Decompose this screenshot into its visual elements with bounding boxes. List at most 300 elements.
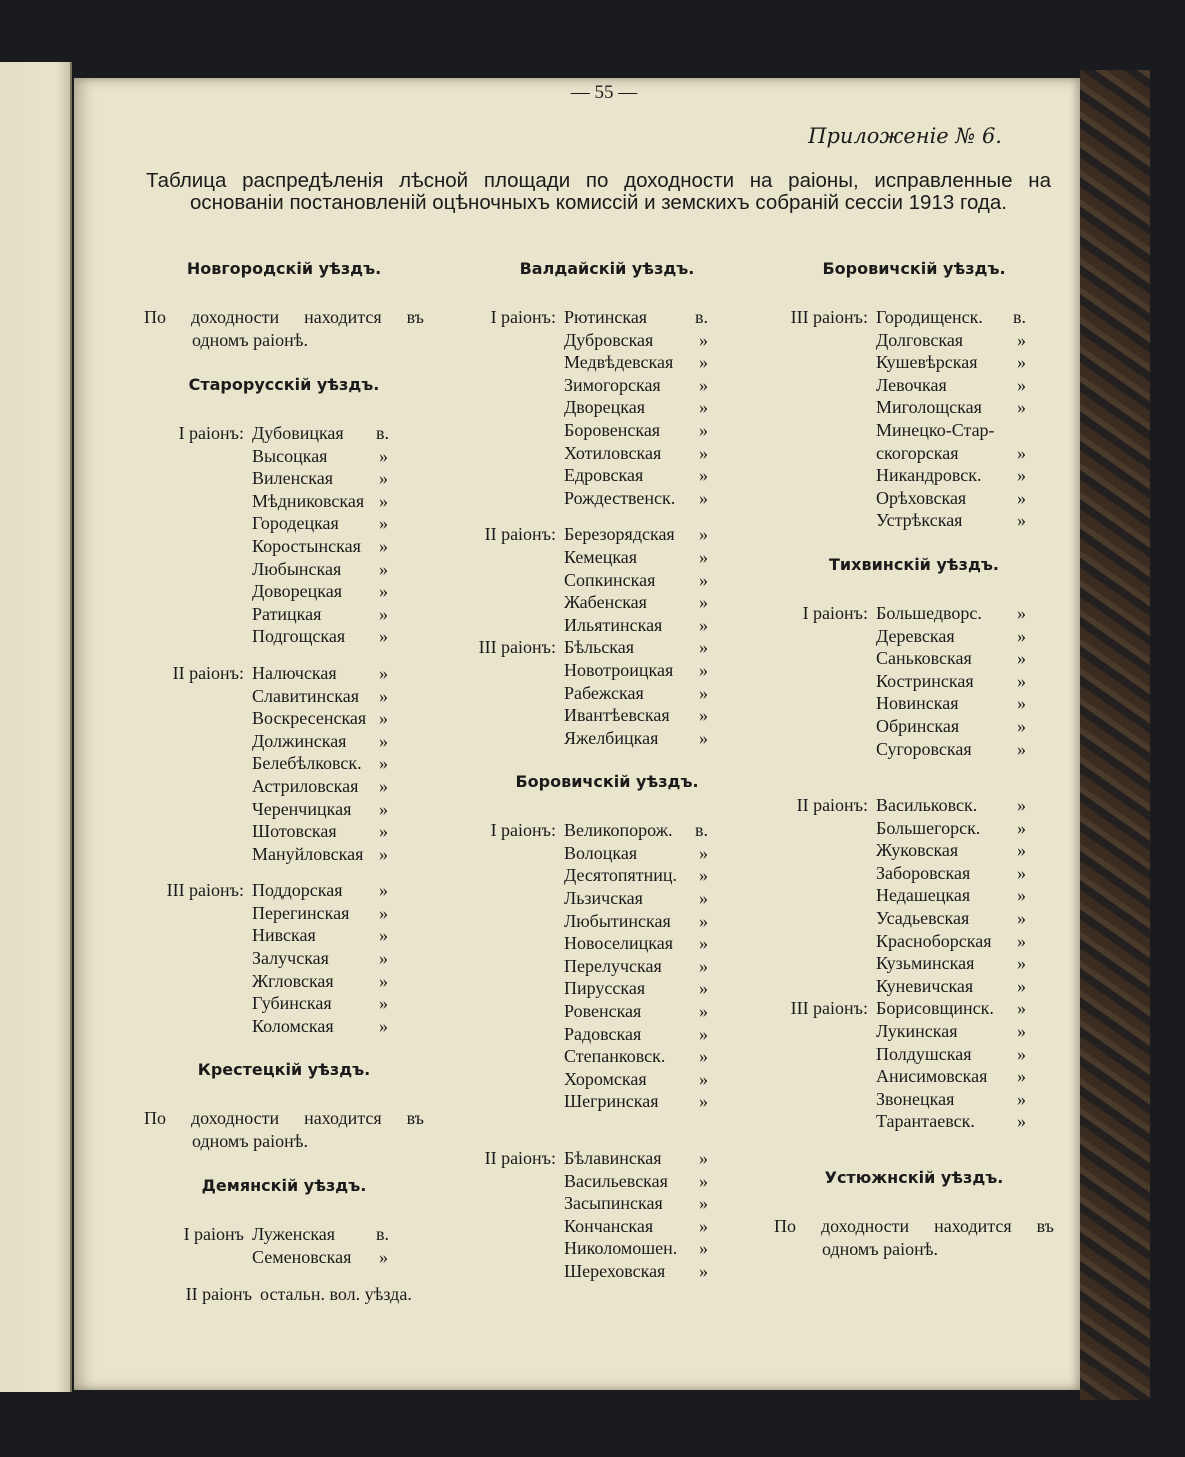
district-row [774, 817, 1054, 840]
volost-name: Долговская [876, 329, 964, 350]
raion-label [774, 817, 876, 840]
volost-name: Большегорск. [876, 817, 981, 838]
district-row [462, 464, 752, 487]
raion-label [462, 682, 564, 705]
raion-label [462, 1023, 564, 1046]
volost-name: остальн. вол. уѣзда. [260, 1283, 412, 1304]
ditto-mark: » [1017, 510, 1026, 531]
ditto-mark: » [1017, 885, 1026, 906]
note-word: въ [1036, 1216, 1054, 1236]
raion-label [144, 625, 252, 648]
district-row [462, 419, 752, 442]
volost-name: Засыпинская [564, 1193, 663, 1214]
ditto-mark: » [699, 329, 708, 350]
raion-label [462, 1090, 564, 1113]
raion-label [144, 467, 252, 490]
ditto-mark: » [699, 1215, 708, 1236]
volost-name: Городецкая [252, 513, 339, 534]
ditto-mark: » [1017, 840, 1026, 861]
column-2 [462, 258, 752, 1283]
raion-label [774, 670, 876, 693]
note-word: доходности [190, 307, 280, 327]
district-row [144, 798, 424, 821]
district-row [774, 306, 1054, 329]
raion-label [144, 490, 252, 513]
raion-label [462, 864, 564, 887]
ditto-mark: » [379, 970, 388, 991]
raion-label [774, 975, 876, 998]
raion-label [462, 329, 564, 352]
district-row [462, 614, 752, 637]
ditto-mark: » [1017, 397, 1026, 418]
ditto-mark: » [699, 865, 708, 886]
note-word: въ [406, 307, 424, 327]
raion-label: III раіонъ: [166, 880, 244, 901]
volost-name: Подгощская [252, 626, 346, 647]
district-row [462, 659, 752, 682]
ditto-mark: » [1017, 442, 1026, 463]
volost-name: Высоцкая [252, 445, 328, 466]
volost-name: Сопкинская [564, 569, 656, 590]
district-row [462, 1237, 752, 1260]
ditto-mark: » [1017, 715, 1026, 736]
ditto-mark: » [379, 948, 388, 969]
district-list [462, 1147, 752, 1283]
ditto-mark: » [379, 775, 388, 796]
volost-name: Перелучская [564, 955, 662, 976]
district-row [144, 1246, 424, 1269]
district-row [774, 351, 1054, 374]
raion-label [462, 910, 564, 933]
district-row [144, 992, 424, 1015]
volost-name: Орѣховская [876, 487, 967, 508]
volost-name: Волоцкая [564, 842, 638, 863]
volost-name: Дворецкая [564, 397, 646, 418]
volost-name: Ровенская [564, 1001, 642, 1022]
raion-label [144, 603, 252, 626]
raion-label: II раіонъ: [796, 795, 868, 816]
note-paragraph [144, 306, 424, 352]
district-row [774, 670, 1054, 693]
district-row [144, 924, 424, 947]
volost-name: Рождественск. [564, 487, 676, 508]
raion-label: I раіонъ: [802, 602, 868, 623]
volost-name: Усадьевская [876, 908, 970, 929]
volost-name: Поддорская [252, 880, 343, 901]
raion-label [144, 992, 252, 1015]
district-row [144, 730, 424, 753]
raion-label [144, 843, 252, 866]
raion-label: III раіонъ: [790, 998, 868, 1019]
ditto-mark: в. [695, 820, 708, 841]
district-row [144, 490, 424, 513]
raion-label [144, 1246, 252, 1269]
raion-label [774, 442, 876, 465]
volost-name: Должинская [252, 730, 347, 751]
ditto-mark: » [379, 1247, 388, 1268]
raion-label [462, 546, 564, 569]
volost-name: Кушевѣрская [876, 352, 978, 373]
ditto-mark: » [1017, 602, 1026, 623]
ditto-mark: » [1017, 930, 1026, 951]
district-row [462, 1090, 752, 1113]
ditto-mark: » [379, 468, 388, 489]
district-row [144, 685, 424, 708]
volost-name: Хотиловская [564, 442, 662, 463]
note-word: доходности [190, 1108, 280, 1129]
district-row [774, 862, 1054, 885]
district-row [144, 603, 424, 626]
volost-name: Миголощская [876, 397, 982, 418]
district-row [144, 662, 424, 685]
raion-label [462, 1000, 564, 1023]
volost-name: Дубовицкая [252, 423, 344, 443]
ditto-mark: » [699, 419, 708, 440]
volost-name: Костринская [876, 670, 974, 691]
district-row [462, 351, 752, 374]
raion-label: I раіонъ: [178, 423, 244, 443]
raion-label: III раіонъ: [478, 637, 556, 658]
volost-name: Деревская [876, 625, 955, 646]
raion-label [774, 862, 876, 885]
raion-label [462, 1260, 564, 1283]
district-row [774, 1065, 1054, 1088]
raion-label: II раіонъ: [484, 1148, 556, 1168]
ditto-mark: » [379, 902, 388, 923]
raion-label: I раіонъ: [490, 820, 556, 841]
volost-name: Дубровская [564, 329, 654, 350]
district-row [774, 442, 1054, 465]
raion-label [144, 752, 252, 775]
volost-name: Красноборская [876, 930, 992, 951]
section-heading: Тихвинскій уѣздъ. [829, 554, 999, 574]
district-list [144, 879, 424, 1037]
raion-label [774, 1020, 876, 1043]
district-row [462, 932, 752, 955]
ditto-mark: » [699, 888, 708, 909]
district-row [774, 1110, 1054, 1133]
raion-label [144, 707, 252, 730]
raion-label [462, 727, 564, 750]
district-row [144, 558, 424, 581]
section-heading: Валдайскій уѣздъ. [519, 259, 695, 278]
raion-label [774, 396, 876, 419]
raion-label [774, 907, 876, 930]
section-heading: Старорусскій уѣздъ. [188, 375, 380, 394]
district-row [462, 1170, 752, 1193]
ditto-mark: » [699, 352, 708, 373]
ditto-mark: » [379, 1015, 388, 1036]
raion-label [462, 887, 564, 910]
district-row [774, 952, 1054, 975]
ditto-mark: » [379, 626, 388, 647]
raion-label [774, 952, 876, 975]
note-paragraph [774, 1215, 1054, 1261]
raion-label [462, 569, 564, 592]
volost-name: Коломская [252, 1015, 334, 1036]
volost-name: Городищенск. [876, 307, 983, 327]
volost-name: Славитинская [252, 685, 359, 706]
raion-label [462, 374, 564, 397]
ditto-mark: » [699, 1091, 708, 1112]
district-row [774, 738, 1054, 761]
volost-name: Жгловская [252, 970, 334, 991]
ditto-mark: » [699, 1260, 708, 1281]
district-row [462, 864, 752, 887]
raion-label [774, 738, 876, 761]
section-heading: Демянскій уѣздъ. [201, 1176, 367, 1196]
raion-label [462, 614, 564, 637]
district-row [144, 445, 424, 468]
district-list [144, 662, 424, 865]
section-heading: Крестецкій уѣздъ. [197, 1060, 371, 1080]
district-list [462, 523, 752, 636]
note-word: доходности [820, 1216, 910, 1236]
volost-name: Бѣлавинская [564, 1148, 662, 1168]
volost-name: Любынская [252, 558, 342, 579]
ditto-mark [1004, 419, 1026, 442]
ditto-mark: » [699, 637, 708, 658]
district-row [774, 715, 1054, 738]
district-list [462, 636, 752, 749]
district-row [144, 820, 424, 843]
district-row [462, 306, 752, 329]
raion-label [144, 902, 252, 925]
section-heading: Боровичскій уѣздъ. [822, 259, 1006, 278]
ditto-mark: » [379, 798, 388, 819]
raion-label [144, 558, 252, 581]
ditto-mark: » [699, 955, 708, 976]
ditto-mark: » [379, 708, 388, 729]
ditto-mark: » [1017, 352, 1026, 373]
raion-label: III раіонъ: [790, 307, 868, 327]
raion-label [774, 839, 876, 862]
district-list [774, 794, 1054, 997]
ditto-mark: » [379, 753, 388, 774]
district-row [462, 682, 752, 705]
raion-label [462, 704, 564, 727]
section-heading: Боровичскій уѣздъ. [515, 772, 699, 792]
ditto-mark: » [379, 581, 388, 602]
raion-label [462, 419, 564, 442]
district-row [462, 442, 752, 465]
volost-name: Ильятинская [564, 614, 663, 635]
ditto-mark: » [1017, 693, 1026, 714]
volost-name: Кемецкая [564, 546, 638, 567]
volost-name: Шереховская [564, 1260, 666, 1281]
district-list [774, 602, 1054, 760]
volost-name: Боровенская [564, 419, 661, 440]
ditto-mark: » [699, 524, 708, 545]
note-paragraph [144, 1107, 424, 1153]
district-row [462, 1000, 752, 1023]
district-row [774, 692, 1054, 715]
ditto-mark: » [379, 445, 388, 466]
district-row [144, 625, 424, 648]
volost-name: Устрѣкская [876, 510, 963, 531]
district-row [774, 602, 1054, 625]
volost-name: Васильковск. [876, 795, 978, 816]
ditto-mark: » [1017, 329, 1026, 350]
raion-label [144, 798, 252, 821]
note-word: находится [934, 1216, 1012, 1236]
raion-label [462, 591, 564, 614]
volost-name: Яжелбицкая [564, 727, 659, 748]
volost-name: Мѣдниковская [252, 490, 365, 511]
district-row [462, 1023, 752, 1046]
ditto-mark: » [699, 397, 708, 418]
district-row [144, 843, 424, 866]
ditto-mark: » [1017, 738, 1026, 759]
ditto-mark: » [699, 933, 708, 954]
volost-name: Великопорож. [564, 820, 673, 841]
ditto-mark: » [699, 592, 708, 613]
district-row [144, 879, 424, 902]
volost-name: Васильевская [564, 1170, 668, 1191]
ditto-mark: » [379, 821, 388, 842]
raion-label [774, 351, 876, 374]
district-row [144, 1223, 424, 1246]
district-row [462, 591, 752, 614]
ditto-mark: » [1017, 1043, 1026, 1064]
volost-name: Пирусская [564, 978, 646, 999]
district-row [774, 975, 1054, 998]
district-row [462, 819, 752, 842]
note-word: въ [406, 1108, 424, 1129]
ditto-mark: » [379, 843, 388, 864]
raion-label [144, 580, 252, 603]
volost-name: Зимогорская [564, 374, 661, 395]
section-heading: Устюжнскій уѣздъ. [824, 1168, 1004, 1187]
raion-label [462, 442, 564, 465]
note-word: По [144, 307, 166, 327]
ditto-mark: » [699, 727, 708, 748]
volost-name: Налючская [252, 662, 337, 683]
district-row [774, 839, 1054, 862]
volost-name: Никандровск. [876, 465, 982, 486]
ditto-mark: » [699, 978, 708, 999]
page-number: — 55 — [570, 82, 638, 103]
raion-label [774, 1065, 876, 1088]
district-row [462, 523, 752, 546]
ditto-mark: » [379, 880, 388, 901]
column-3 [774, 258, 1054, 1261]
volost-name: Перегинская [252, 902, 350, 923]
district-list [144, 1223, 424, 1268]
raion-label: II раіонъ [185, 1283, 252, 1304]
raion-label [144, 1015, 252, 1038]
raion-label [144, 445, 252, 468]
volost-name: Черенчицкая [252, 798, 352, 819]
raion-label [774, 509, 876, 532]
volost-name: Николомошен. [564, 1238, 678, 1259]
note-word: находится [304, 1108, 382, 1129]
raion-label [462, 659, 564, 682]
ditto-mark: » [699, 842, 708, 863]
ditto-mark: » [379, 730, 388, 751]
volost-name: Едровская [564, 465, 644, 486]
raion-label [774, 884, 876, 907]
volost-name: Нивская [252, 925, 316, 946]
raion-label [462, 1068, 564, 1091]
ditto-mark: в. [376, 1224, 389, 1245]
volost-name: Обринская [876, 715, 960, 736]
volost-name: Белебѣлковск. [252, 753, 362, 774]
district-row [462, 704, 752, 727]
volost-name: Недашецкая [876, 885, 971, 906]
volost-name: Минецко-Стар- [876, 419, 995, 440]
volost-name: Льзичская [564, 888, 643, 909]
district-list [462, 306, 752, 509]
ditto-mark: » [1017, 862, 1026, 883]
volost-name: Рабежская [564, 682, 644, 703]
district-row [462, 887, 752, 910]
volost-name: Залучская [252, 948, 329, 969]
district-row [774, 329, 1054, 352]
raion-label [774, 647, 876, 670]
note-line: одномъ раіонѣ. [192, 330, 309, 350]
volost-name: Луженская [252, 1224, 336, 1245]
volost-name: Мануйловская [252, 843, 364, 864]
ditto-mark: » [699, 1193, 708, 1214]
note-word: По [144, 1108, 166, 1129]
raion-label: I раіонъ: [490, 307, 556, 327]
raion-label [144, 730, 252, 753]
raion-label [144, 970, 252, 993]
volost-name: Семеновская [252, 1247, 352, 1268]
district-row [144, 752, 424, 775]
ditto-mark: » [699, 1046, 708, 1067]
ditto-mark: » [699, 569, 708, 590]
ditto-mark: » [699, 1001, 708, 1022]
volost-name: Кузьминская [876, 953, 975, 974]
district-row [462, 396, 752, 419]
ditto-mark: » [379, 603, 388, 624]
document-page [74, 78, 1080, 1390]
book-cover-edge [1080, 70, 1150, 1400]
district-row [462, 329, 752, 352]
raion-label: II раіонъ: [484, 524, 556, 545]
ditto-mark: » [379, 662, 388, 683]
district-row [144, 512, 424, 535]
district-row [144, 947, 424, 970]
district-row [462, 1192, 752, 1215]
ditto-mark: » [1017, 817, 1026, 838]
ditto-mark: » [379, 513, 388, 534]
ditto-mark: » [379, 558, 388, 579]
column-1 [144, 258, 424, 1305]
volost-name: Ратицкая [252, 603, 322, 624]
raion-label [462, 977, 564, 1000]
volost-name: Любытинская [564, 910, 671, 931]
volost-name: Ивантѣевская [564, 705, 670, 726]
raion-label [144, 685, 252, 708]
ditto-mark: » [1017, 1066, 1026, 1087]
raion-label [144, 775, 252, 798]
raion-label [462, 351, 564, 374]
district-row [462, 374, 752, 397]
ditto-mark: » [1017, 625, 1026, 646]
raion-label [462, 487, 564, 510]
raion-label [774, 1110, 876, 1133]
district-row [774, 794, 1054, 817]
ditto-mark: » [1017, 1021, 1026, 1042]
district-list [774, 997, 1054, 1133]
ditto-mark: » [699, 705, 708, 726]
district-row [774, 625, 1054, 648]
ditto-mark: » [699, 1238, 708, 1259]
volost-name: Рютинская [564, 307, 648, 327]
